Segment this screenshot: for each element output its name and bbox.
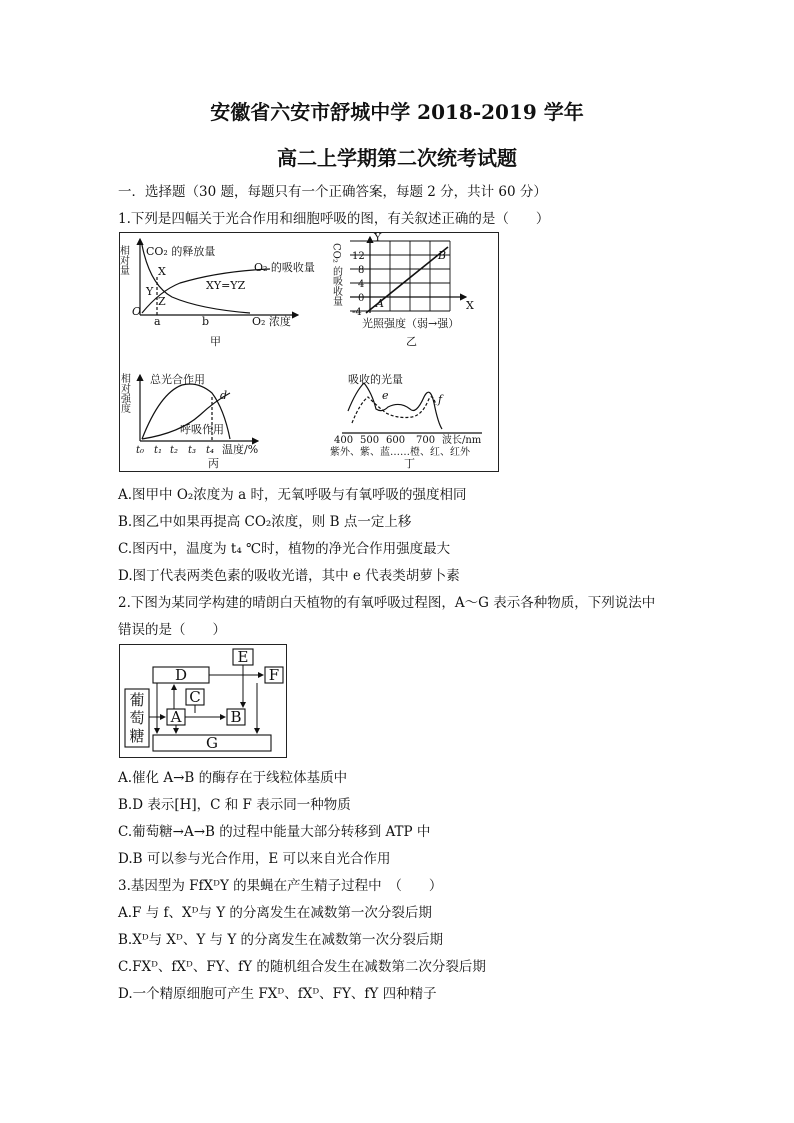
label-G: G (206, 734, 218, 752)
ding-curve-e (348, 383, 442, 429)
q2-stem-line2: 错误的是（ ） (118, 622, 226, 638)
yi-Y: Y (374, 231, 382, 244)
ding-title: 吸收的光量 (348, 373, 403, 386)
ding-spectrum: 紫外、紫、蓝……橙、红、红外 (330, 447, 470, 458)
jia-xlabel: O₂ 浓度 (252, 315, 291, 328)
ding-tick-400: 400 (334, 435, 354, 446)
label-C: C (189, 688, 201, 706)
jia-o2-label: O₂ 的吸收量 (254, 261, 315, 274)
jia-origin: O (132, 305, 142, 318)
ding-curve-f (352, 397, 436, 423)
q1-option-a: A.图甲中 O₂浓度为 a 时，无氧呼吸与有氧呼吸的强度相同 (118, 487, 467, 503)
q3-stem: 3.基因型为 FfXᴰY 的果蝇在产生精子过程中 （ ） (118, 878, 443, 894)
ding-f: f (438, 393, 443, 406)
q2-option-a: A.催化 A→B 的酶存在于线粒体基质中 (118, 770, 348, 786)
section-heading: 一．选择题（30 题，每题只有一个正确答案，每题 2 分，共计 60 分） (118, 184, 547, 200)
bing-xlabel: 温度/% (222, 443, 259, 456)
page-title-line2: 高二上学期第二次统考试题 (277, 146, 517, 170)
page-title-line1: 安徽省六安市舒城中学 2018-2019 学年 (210, 100, 584, 124)
bing-t2: t₂ (170, 445, 179, 456)
q2-figure-svg (120, 645, 286, 757)
q2-option-b: B.D 表示[H]，C 和 F 表示同一种物质 (118, 797, 351, 813)
yi-A: A (376, 297, 384, 310)
q1-option-d: D.图丁代表两类色素的吸收光谱，其中 e 代表类胡萝卜素 (118, 568, 460, 584)
yi-X: X (466, 299, 474, 312)
label-D: D (174, 666, 188, 684)
glucose-char-2: 萄 (129, 709, 145, 727)
bing-ylabel: 相对强度 (118, 373, 130, 413)
bing-total-label: 总光合作用 (150, 373, 205, 386)
yi-tick-0: 0 (358, 293, 365, 304)
ding-xlabel: 波长/nm (442, 435, 482, 446)
q1-option-c: C.图丙中，温度为 t₄ ℃时，植物的净光合作用强度最大 (118, 541, 451, 557)
bing-t3: t₃ (188, 445, 197, 456)
label-F: F (268, 666, 280, 684)
ding-caption: 丁 (404, 457, 415, 470)
bing-d: d (220, 389, 228, 402)
q3-option-a: A.F 与 f、Xᴰ与 Y 的分离发生在减数第一次分裂后期 (118, 905, 432, 921)
label-E: E (237, 648, 249, 666)
yi-tick-12: 12 (352, 251, 365, 262)
jia-Z: Z (158, 295, 166, 308)
glucose-char-3: 糖 (129, 727, 145, 745)
jia-b: b (202, 315, 210, 328)
jia-Y: Y (146, 285, 154, 298)
glucose-char-1: 葡 (129, 691, 145, 709)
bing-t4: t₄ (206, 445, 215, 456)
bing-t0: t₀ (136, 445, 145, 456)
jia-X: X (158, 265, 166, 278)
ding-tick-500: 500 (360, 435, 380, 446)
jia-caption: 甲 (210, 335, 221, 348)
q3-option-b: B.Xᴰ与 Xᴰ、Y 与 Y 的分离发生在减数第一次分裂后期 (118, 932, 444, 948)
q1-stem: 1.下列是四幅关于光合作用和细胞呼吸的图，有关叙述正确的是（ ） (118, 211, 550, 227)
yi-tick-4: 4 (358, 279, 365, 290)
q3-option-c: C.FXᴰ、fXᴰ、FY、fY 的随机组合发生在减数第二次分裂后期 (118, 959, 486, 975)
q2-option-c: C.葡萄糖→A→B 的过程中能量大部分转移到 ATP 中 (118, 824, 431, 840)
yi-tick-8: 8 (358, 265, 365, 276)
label-B: B (230, 708, 242, 726)
q2-figure (119, 644, 287, 758)
ding-tick-700: 700 (416, 435, 436, 446)
yi-grid (350, 241, 450, 311)
q2-option-d: D.B 可以参与光合作用，E 可以来自光合作用 (118, 851, 391, 867)
bing-t1: t₁ (154, 445, 163, 456)
ding-e: e (382, 389, 389, 402)
q1-figure-svg (117, 231, 498, 471)
bing-resp-label: 呼吸作用 (180, 423, 224, 436)
label-A: A (170, 708, 182, 726)
q3-option-d: D.一个精原细胞可产生 FXᴰ、fXᴰ、FY、fY 四种精子 (118, 986, 437, 1002)
jia-co2-label: CO₂ 的释放量 (146, 245, 216, 258)
ding-tick-600: 600 (386, 435, 406, 446)
yi-caption: 乙 (406, 335, 417, 348)
jia-a: a (154, 315, 161, 328)
yi-xlabel: 光照强度（弱→强） (362, 317, 460, 330)
q2-stem-line1: 2.下图为某同学构建的晴朗白天植物的有氧呼吸过程图，A～G 表示各种物质，下列说法中 (118, 595, 656, 611)
jia-eq: XY=YZ (206, 279, 246, 292)
yi-tick-neg4: -4 (352, 307, 362, 318)
jia-ylabel: 相对量 (117, 245, 129, 275)
yi-B: B (438, 249, 447, 262)
q1-option-b: B.图乙中如果再提高 CO₂浓度，则 B 点一定上移 (118, 514, 412, 530)
q1-figure (119, 232, 499, 472)
bing-caption: 丙 (208, 457, 219, 470)
yi-ylabel: CO₂ 的吸收量 (330, 243, 342, 307)
